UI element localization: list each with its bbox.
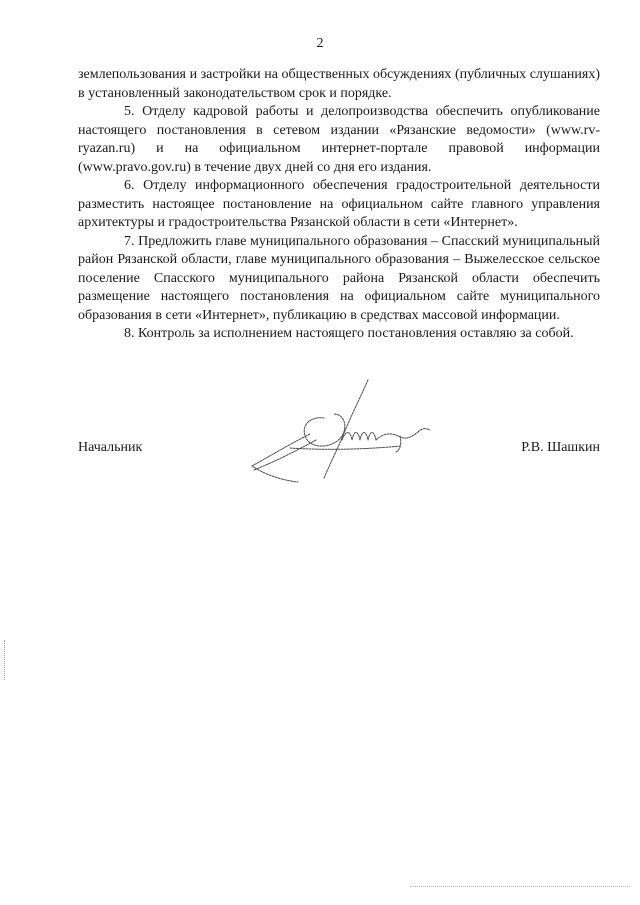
signatory-name: Р.В. Шашкин xyxy=(521,440,600,455)
paragraph-item-7: 7. Предложить главе муниципального образования – Спасский муниципальный район Рязанской области, главе муниципального образования – Выжелесское сельское поселение Спасского муниципального района Рязанской области обеспечить размещение настоящего постановления на официальном сайте муниципального образования в сети «Интернет», публикацию в средствах массовой информации. xyxy=(78,233,600,323)
handwritten-signature xyxy=(250,378,450,493)
paragraph-item-8: 8. Контроль за исполнением настоящего постановления оставляю за собой. xyxy=(124,326,574,341)
page-number: 2 xyxy=(316,36,324,51)
scan-bottom-line xyxy=(410,886,630,888)
signatory-title: Начальник xyxy=(78,440,143,455)
signature-row xyxy=(78,440,600,460)
scan-margin-mark xyxy=(4,640,7,680)
document-body xyxy=(78,66,600,344)
paragraph-item-6: 6. Отделу информационного обеспечения градостроительной деятельности разместить настоящее постановление на официальном сайте главного управления архитектуры и градостроительства Рязанской области в сети «Интернет». xyxy=(78,178,600,230)
paragraph-continuation: землепользования и застройки на общественных обсуждениях (публичных слушаниях) в установленный законодательством срок и порядке. xyxy=(78,67,600,101)
paragraph-item-5: 5. Отделу кадровой работы и делопроизводства обеспечить опубликование настоящего постановления в сетевом издании «Рязанские ведомости» (www.rv-ryazan.ru) и на официальном интернет-портале правовой информации (www.pravo.gov.ru) в течение двух дней со дня его издания. xyxy=(78,104,600,175)
